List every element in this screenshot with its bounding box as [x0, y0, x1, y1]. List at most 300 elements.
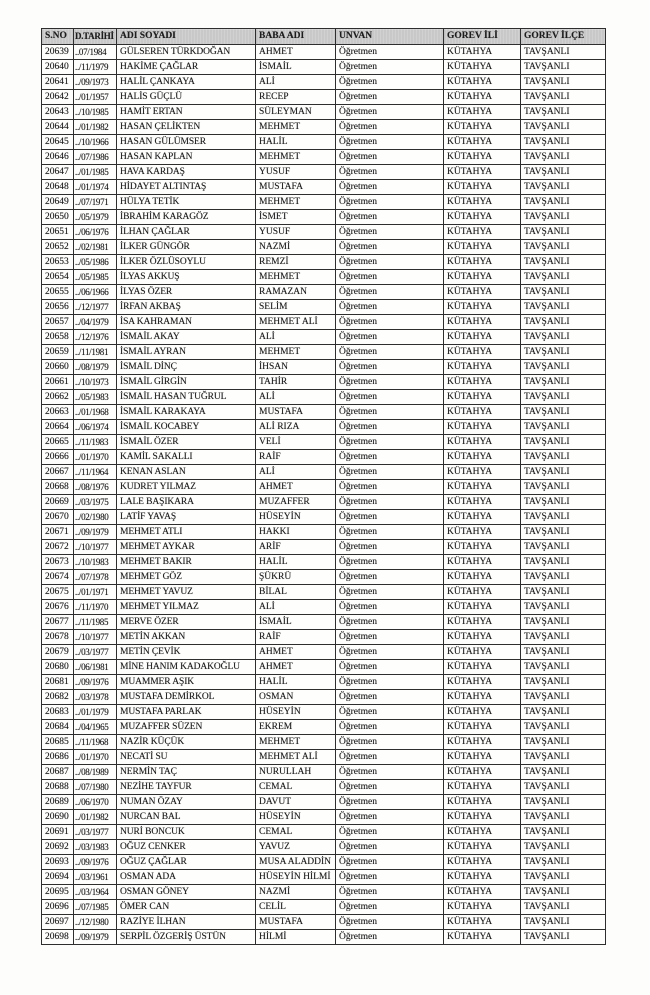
cell-d-tarihi: ../10/1977 [74, 630, 117, 645]
cell-gorev-ilce: TAVŞANLI [521, 105, 606, 120]
cell-d-tarihi: ../03/1964 [74, 885, 117, 900]
table-row [42, 435, 606, 450]
cell-s-no: 20657 [42, 315, 74, 330]
cell-s-no: 20695 [42, 885, 74, 900]
cell-s-no: 20639 [42, 45, 74, 60]
cell-s-no: 20691 [42, 825, 74, 840]
cell-adi-soyadi: MİNE HANIM KADAKOĞLU [117, 660, 256, 675]
cell-baba-adi: HAKKI [256, 525, 336, 540]
table-row [42, 255, 606, 270]
cell-d-tarihi: ../06/1974 [74, 420, 117, 435]
cell-d-tarihi: ../03/1978 [74, 690, 117, 705]
cell-gorev-ilce: TAVŞANLI [521, 60, 606, 75]
cell-gorev-ilce: TAVŞANLI [521, 630, 606, 645]
cell-adi-soyadi: HALİL ÇANKAYA [117, 75, 256, 90]
cell-gorev-ilce: TAVŞANLI [521, 615, 606, 630]
cell-gorev-ilce: TAVŞANLI [521, 840, 606, 855]
cell-d-tarihi: ../11/1979 [74, 60, 117, 75]
cell-adi-soyadi: İSMAİL GİRGİN [117, 375, 256, 390]
cell-unvan: Öğretmen [336, 90, 444, 105]
cell-gorev-ili: KÜTAHYA [444, 420, 521, 435]
cell-gorev-ili: KÜTAHYA [444, 765, 521, 780]
table-row [42, 690, 606, 705]
cell-baba-adi: MEHMET [256, 735, 336, 750]
cell-adi-soyadi: MEHMET GÖZ [117, 570, 256, 585]
cell-unvan: Öğretmen [336, 600, 444, 615]
cell-adi-soyadi: MERVE ÖZER [117, 615, 256, 630]
cell-adi-soyadi: OĞUZ CENKER [117, 840, 256, 855]
cell-unvan: Öğretmen [336, 615, 444, 630]
table-row [42, 225, 606, 240]
cell-gorev-ili: KÜTAHYA [444, 540, 521, 555]
cell-unvan: Öğretmen [336, 540, 444, 555]
table-row [42, 585, 606, 600]
cell-d-tarihi: ../01/1968 [74, 405, 117, 420]
cell-d-tarihi: ../10/1977 [74, 540, 117, 555]
cell-gorev-ilce: TAVŞANLI [521, 780, 606, 795]
cell-adi-soyadi: NURCAN BAL [117, 810, 256, 825]
cell-adi-soyadi: OĞUZ ÇAĞLAR [117, 855, 256, 870]
cell-gorev-ilce: TAVŞANLI [521, 705, 606, 720]
cell-baba-adi: RAİF [256, 630, 336, 645]
cell-s-no: 20662 [42, 390, 74, 405]
cell-gorev-ili: KÜTAHYA [444, 885, 521, 900]
cell-gorev-ilce: TAVŞANLI [521, 720, 606, 735]
cell-baba-adi: HALİL [256, 555, 336, 570]
cell-unvan: Öğretmen [336, 870, 444, 885]
cell-s-no: 20692 [42, 840, 74, 855]
cell-s-no: 20670 [42, 510, 74, 525]
cell-unvan: Öğretmen [336, 360, 444, 375]
table-row [42, 900, 606, 915]
cell-baba-adi: RAMAZAN [256, 285, 336, 300]
cell-unvan: Öğretmen [336, 435, 444, 450]
cell-s-no: 20652 [42, 240, 74, 255]
cell-s-no: 20653 [42, 255, 74, 270]
cell-d-tarihi: ../01/1982 [74, 810, 117, 825]
cell-gorev-ili: KÜTAHYA [444, 105, 521, 120]
cell-d-tarihi: ../11/1970 [74, 600, 117, 615]
cell-adi-soyadi: HASAN KAPLAN [117, 150, 256, 165]
cell-s-no: 20684 [42, 720, 74, 735]
table-row [42, 870, 606, 885]
cell-gorev-ilce: TAVŞANLI [521, 195, 606, 210]
cell-d-tarihi: ../03/1975 [74, 495, 117, 510]
cell-gorev-ili: KÜTAHYA [444, 450, 521, 465]
cell-baba-adi: ALİ [256, 600, 336, 615]
cell-gorev-ili: KÜTAHYA [444, 225, 521, 240]
cell-unvan: Öğretmen [336, 240, 444, 255]
cell-unvan: Öğretmen [336, 840, 444, 855]
cell-baba-adi: İSMET [256, 210, 336, 225]
cell-s-no: 20698 [42, 930, 74, 945]
cell-unvan: Öğretmen [336, 315, 444, 330]
cell-gorev-ilce: TAVŞANLI [521, 330, 606, 345]
cell-d-tarihi: ../10/1973 [74, 375, 117, 390]
cell-gorev-ili: KÜTAHYA [444, 660, 521, 675]
table-row [42, 795, 606, 810]
cell-d-tarihi: ../01/1982 [74, 120, 117, 135]
cell-unvan: Öğretmen [336, 180, 444, 195]
cell-gorev-ili: KÜTAHYA [444, 75, 521, 90]
cell-s-no: 20666 [42, 450, 74, 465]
cell-d-tarihi: ../09/1976 [74, 855, 117, 870]
cell-d-tarihi: ../08/1989 [74, 765, 117, 780]
cell-gorev-ilce: TAVŞANLI [521, 810, 606, 825]
personnel-table [41, 28, 606, 945]
cell-d-tarihi: ../01/1979 [74, 705, 117, 720]
cell-unvan: Öğretmen [336, 330, 444, 345]
cell-adi-soyadi: LALE BAŞIKARA [117, 495, 256, 510]
cell-gorev-ilce: TAVŞANLI [521, 525, 606, 540]
cell-gorev-ilce: TAVŞANLI [521, 750, 606, 765]
cell-baba-adi: MEHMET [256, 345, 336, 360]
cell-baba-adi: CELİL [256, 900, 336, 915]
cell-gorev-ilce: TAVŞANLI [521, 585, 606, 600]
cell-adi-soyadi: METİN AKKAN [117, 630, 256, 645]
cell-adi-soyadi: NERMİN TAÇ [117, 765, 256, 780]
cell-gorev-ili: KÜTAHYA [444, 240, 521, 255]
cell-adi-soyadi: İSMAİL AYRAN [117, 345, 256, 360]
cell-d-tarihi: ../05/1985 [74, 270, 117, 285]
cell-unvan: Öğretmen [336, 75, 444, 90]
cell-gorev-ili: KÜTAHYA [444, 165, 521, 180]
table-row [42, 765, 606, 780]
cell-d-tarihi: ../01/1957 [74, 90, 117, 105]
cell-gorev-ili: KÜTAHYA [444, 600, 521, 615]
cell-d-tarihi: ../10/1983 [74, 555, 117, 570]
cell-d-tarihi: ../11/1968 [74, 735, 117, 750]
cell-baba-adi: HÜSEYİN [256, 705, 336, 720]
cell-gorev-ili: KÜTAHYA [444, 375, 521, 390]
cell-s-no: 20683 [42, 705, 74, 720]
cell-baba-adi: AHMET [256, 480, 336, 495]
table-row [42, 885, 606, 900]
cell-gorev-ili: KÜTAHYA [444, 585, 521, 600]
cell-s-no: 20696 [42, 900, 74, 915]
cell-gorev-ilce: TAVŞANLI [521, 930, 606, 945]
cell-adi-soyadi: İLKER ÖZLÜSOYLU [117, 255, 256, 270]
table-row [42, 270, 606, 285]
cell-s-no: 20643 [42, 105, 74, 120]
cell-s-no: 20641 [42, 75, 74, 90]
cell-gorev-ilce: TAVŞANLI [521, 555, 606, 570]
cell-d-tarihi: ../06/1966 [74, 285, 117, 300]
table-row [42, 420, 606, 435]
table-row [42, 750, 606, 765]
cell-unvan: Öğretmen [336, 855, 444, 870]
cell-s-no: 20642 [42, 90, 74, 105]
table-row [42, 465, 606, 480]
cell-adi-soyadi: MEHMET YILMAZ [117, 600, 256, 615]
cell-gorev-ili: KÜTAHYA [444, 900, 521, 915]
cell-s-no: 20685 [42, 735, 74, 750]
cell-gorev-ilce: TAVŞANLI [521, 120, 606, 135]
cell-s-no: 20667 [42, 465, 74, 480]
cell-baba-adi: MUZAFFER [256, 495, 336, 510]
cell-s-no: 20682 [42, 690, 74, 705]
cell-s-no: 20654 [42, 270, 74, 285]
cell-adi-soyadi: NEZİHE TAYFUR [117, 780, 256, 795]
cell-adi-soyadi: MEHMET AYKAR [117, 540, 256, 555]
table-row [42, 390, 606, 405]
cell-baba-adi: YAVUZ [256, 840, 336, 855]
cell-d-tarihi: ../03/1977 [74, 645, 117, 660]
cell-gorev-ili: KÜTAHYA [444, 465, 521, 480]
cell-adi-soyadi: KAMİL SAKALLI [117, 450, 256, 465]
cell-gorev-ilce: TAVŞANLI [521, 210, 606, 225]
cell-gorev-ili: KÜTAHYA [444, 930, 521, 945]
cell-baba-adi: NURULLAH [256, 765, 336, 780]
cell-s-no: 20659 [42, 345, 74, 360]
cell-adi-soyadi: HASAN ÇELİKTEN [117, 120, 256, 135]
cell-s-no: 20672 [42, 540, 74, 555]
cell-gorev-ili: KÜTAHYA [444, 150, 521, 165]
cell-unvan: Öğretmen [336, 585, 444, 600]
cell-gorev-ilce: TAVŞANLI [521, 855, 606, 870]
cell-adi-soyadi: İSMAİL KARAKAYA [117, 405, 256, 420]
cell-gorev-ili: KÜTAHYA [444, 855, 521, 870]
cell-gorev-ili: KÜTAHYA [444, 555, 521, 570]
cell-gorev-ilce: TAVŞANLI [521, 165, 606, 180]
table-row [42, 840, 606, 855]
cell-unvan: Öğretmen [336, 705, 444, 720]
cell-gorev-ilce: TAVŞANLI [521, 240, 606, 255]
cell-baba-adi: ARİF [256, 540, 336, 555]
column-header-unvan: UNVAN [336, 29, 444, 45]
table-row [42, 330, 606, 345]
cell-baba-adi: İHSAN [256, 360, 336, 375]
cell-gorev-ilce: TAVŞANLI [521, 885, 606, 900]
cell-baba-adi: EKREM [256, 720, 336, 735]
cell-d-tarihi: ../03/1983 [74, 840, 117, 855]
cell-gorev-ilce: TAVŞANLI [521, 300, 606, 315]
table-row [42, 105, 606, 120]
cell-gorev-ili: KÜTAHYA [444, 690, 521, 705]
cell-baba-adi: AHMET [256, 660, 336, 675]
table-header-row [42, 29, 606, 45]
cell-baba-adi: MUSA ALADDİN [256, 855, 336, 870]
table-row [42, 45, 606, 60]
cell-s-no: 20665 [42, 435, 74, 450]
cell-gorev-ilce: TAVŞANLI [521, 645, 606, 660]
cell-d-tarihi: ../11/1981 [74, 345, 117, 360]
column-header-gorev-ili: GOREV İLİ [444, 29, 521, 45]
cell-gorev-ilce: TAVŞANLI [521, 915, 606, 930]
cell-baba-adi: MEHMET [256, 120, 336, 135]
cell-d-tarihi: ../10/1985 [74, 105, 117, 120]
cell-unvan: Öğretmen [336, 420, 444, 435]
cell-baba-adi: YUSUF [256, 225, 336, 240]
cell-d-tarihi: ..07/1984 [74, 45, 117, 60]
cell-s-no: 20697 [42, 915, 74, 930]
cell-baba-adi: OSMAN [256, 690, 336, 705]
cell-adi-soyadi: İLYAS AKKUŞ [117, 270, 256, 285]
cell-gorev-ili: KÜTAHYA [444, 720, 521, 735]
cell-adi-soyadi: HAKİME ÇAĞLAR [117, 60, 256, 75]
cell-gorev-ilce: TAVŞANLI [521, 285, 606, 300]
cell-d-tarihi: ../08/1976 [74, 480, 117, 495]
table-row [42, 570, 606, 585]
cell-s-no: 20644 [42, 120, 74, 135]
cell-gorev-ili: KÜTAHYA [444, 705, 521, 720]
cell-gorev-ilce: TAVŞANLI [521, 570, 606, 585]
cell-unvan: Öğretmen [336, 45, 444, 60]
cell-adi-soyadi: ÖMER CAN [117, 900, 256, 915]
cell-gorev-ili: KÜTAHYA [444, 315, 521, 330]
cell-gorev-ili: KÜTAHYA [444, 210, 521, 225]
cell-gorev-ili: KÜTAHYA [444, 735, 521, 750]
cell-adi-soyadi: OSMAN GÖNEY [117, 885, 256, 900]
cell-adi-soyadi: OSMAN ADA [117, 870, 256, 885]
cell-gorev-ili: KÜTAHYA [444, 480, 521, 495]
table-row [42, 720, 606, 735]
table-row [42, 915, 606, 930]
cell-gorev-ilce: TAVŞANLI [521, 150, 606, 165]
cell-s-no: 20668 [42, 480, 74, 495]
cell-baba-adi: YUSUF [256, 165, 336, 180]
table-row [42, 525, 606, 540]
cell-adi-soyadi: NUMAN ÖZAY [117, 795, 256, 810]
table-row [42, 675, 606, 690]
cell-s-no: 20658 [42, 330, 74, 345]
cell-gorev-ilce: TAVŞANLI [521, 405, 606, 420]
cell-s-no: 20640 [42, 60, 74, 75]
cell-gorev-ili: KÜTAHYA [444, 615, 521, 630]
cell-gorev-ili: KÜTAHYA [444, 495, 521, 510]
cell-baba-adi: ALİ RIZA [256, 420, 336, 435]
cell-gorev-ilce: TAVŞANLI [521, 375, 606, 390]
table-row [42, 285, 606, 300]
cell-gorev-ilce: TAVŞANLI [521, 45, 606, 60]
cell-adi-soyadi: NAZİR KÜÇÜK [117, 735, 256, 750]
cell-gorev-ilce: TAVŞANLI [521, 345, 606, 360]
table-row [42, 300, 606, 315]
cell-unvan: Öğretmen [336, 480, 444, 495]
cell-gorev-ilce: TAVŞANLI [521, 75, 606, 90]
cell-unvan: Öğretmen [336, 750, 444, 765]
table-row [42, 600, 606, 615]
cell-unvan: Öğretmen [336, 105, 444, 120]
cell-unvan: Öğretmen [336, 720, 444, 735]
cell-unvan: Öğretmen [336, 465, 444, 480]
cell-s-no: 20660 [42, 360, 74, 375]
cell-gorev-ili: KÜTAHYA [444, 780, 521, 795]
table-row [42, 615, 606, 630]
cell-d-tarihi: ../03/1961 [74, 870, 117, 885]
cell-d-tarihi: ../09/1979 [74, 525, 117, 540]
column-header-s-no: S.NO [42, 29, 74, 45]
cell-adi-soyadi: LATİF YAVAŞ [117, 510, 256, 525]
cell-unvan: Öğretmen [336, 570, 444, 585]
cell-unvan: Öğretmen [336, 525, 444, 540]
cell-d-tarihi: ../07/1978 [74, 570, 117, 585]
cell-gorev-ilce: TAVŞANLI [521, 480, 606, 495]
cell-gorev-ilce: TAVŞANLI [521, 900, 606, 915]
table-row [42, 735, 606, 750]
table-row [42, 75, 606, 90]
table-row [42, 360, 606, 375]
cell-baba-adi: VELİ [256, 435, 336, 450]
cell-s-no: 20674 [42, 570, 74, 585]
cell-unvan: Öğretmen [336, 675, 444, 690]
cell-adi-soyadi: HAMİT ERTAN [117, 105, 256, 120]
cell-gorev-ilce: TAVŞANLI [521, 435, 606, 450]
cell-s-no: 20647 [42, 165, 74, 180]
table-row [42, 135, 606, 150]
cell-d-tarihi: ../12/1977 [74, 300, 117, 315]
column-header-baba-adi: BABA ADI [256, 29, 336, 45]
cell-s-no: 20664 [42, 420, 74, 435]
cell-baba-adi: MUSTAFA [256, 405, 336, 420]
cell-baba-adi: REMZİ [256, 255, 336, 270]
cell-unvan: Öğretmen [336, 60, 444, 75]
cell-gorev-ilce: TAVŞANLI [521, 90, 606, 105]
cell-baba-adi: RAİF [256, 450, 336, 465]
table-row [42, 195, 606, 210]
cell-baba-adi: İSMAİL [256, 60, 336, 75]
cell-baba-adi: MUSTAFA [256, 180, 336, 195]
cell-d-tarihi: ../11/1964 [74, 465, 117, 480]
cell-gorev-ili: KÜTAHYA [444, 345, 521, 360]
cell-d-tarihi: ../09/1979 [74, 930, 117, 945]
table-row [42, 345, 606, 360]
cell-gorev-ilce: TAVŞANLI [521, 540, 606, 555]
cell-gorev-ilce: TAVŞANLI [521, 270, 606, 285]
cell-s-no: 20678 [42, 630, 74, 645]
cell-unvan: Öğretmen [336, 165, 444, 180]
cell-d-tarihi: ../05/1983 [74, 390, 117, 405]
cell-d-tarihi: ../03/1977 [74, 825, 117, 840]
cell-s-no: 20694 [42, 870, 74, 885]
cell-baba-adi: HÜSEYİN [256, 510, 336, 525]
cell-d-tarihi: ../11/1985 [74, 615, 117, 630]
cell-unvan: Öğretmen [336, 780, 444, 795]
cell-adi-soyadi: HÜLYA TETİK [117, 195, 256, 210]
cell-unvan: Öğretmen [336, 120, 444, 135]
cell-gorev-ili: KÜTAHYA [444, 255, 521, 270]
cell-adi-soyadi: İSMAİL HASAN TUĞRUL [117, 390, 256, 405]
cell-baba-adi: RECEP [256, 90, 336, 105]
cell-s-no: 20661 [42, 375, 74, 390]
cell-adi-soyadi: KUDRET YILMAZ [117, 480, 256, 495]
cell-unvan: Öğretmen [336, 885, 444, 900]
cell-baba-adi: İSMAİL [256, 615, 336, 630]
cell-unvan: Öğretmen [336, 405, 444, 420]
cell-gorev-ilce: TAVŞANLI [521, 765, 606, 780]
cell-gorev-ili: KÜTAHYA [444, 135, 521, 150]
cell-adi-soyadi: MEHMET YAVUZ [117, 585, 256, 600]
cell-unvan: Öğretmen [336, 510, 444, 525]
table-body [42, 45, 606, 945]
cell-gorev-ilce: TAVŞANLI [521, 495, 606, 510]
cell-unvan: Öğretmen [336, 135, 444, 150]
cell-s-no: 20675 [42, 585, 74, 600]
table-row [42, 660, 606, 675]
cell-d-tarihi: ../10/1966 [74, 135, 117, 150]
cell-s-no: 20656 [42, 300, 74, 315]
cell-unvan: Öğretmen [336, 690, 444, 705]
cell-adi-soyadi: İSA KAHRAMAN [117, 315, 256, 330]
table-row [42, 165, 606, 180]
cell-gorev-ili: KÜTAHYA [444, 390, 521, 405]
cell-s-no: 20663 [42, 405, 74, 420]
cell-gorev-ilce: TAVŞANLI [521, 870, 606, 885]
cell-baba-adi: ALİ [256, 390, 336, 405]
table-row [42, 480, 606, 495]
cell-unvan: Öğretmen [336, 555, 444, 570]
cell-d-tarihi: ../02/1981 [74, 240, 117, 255]
